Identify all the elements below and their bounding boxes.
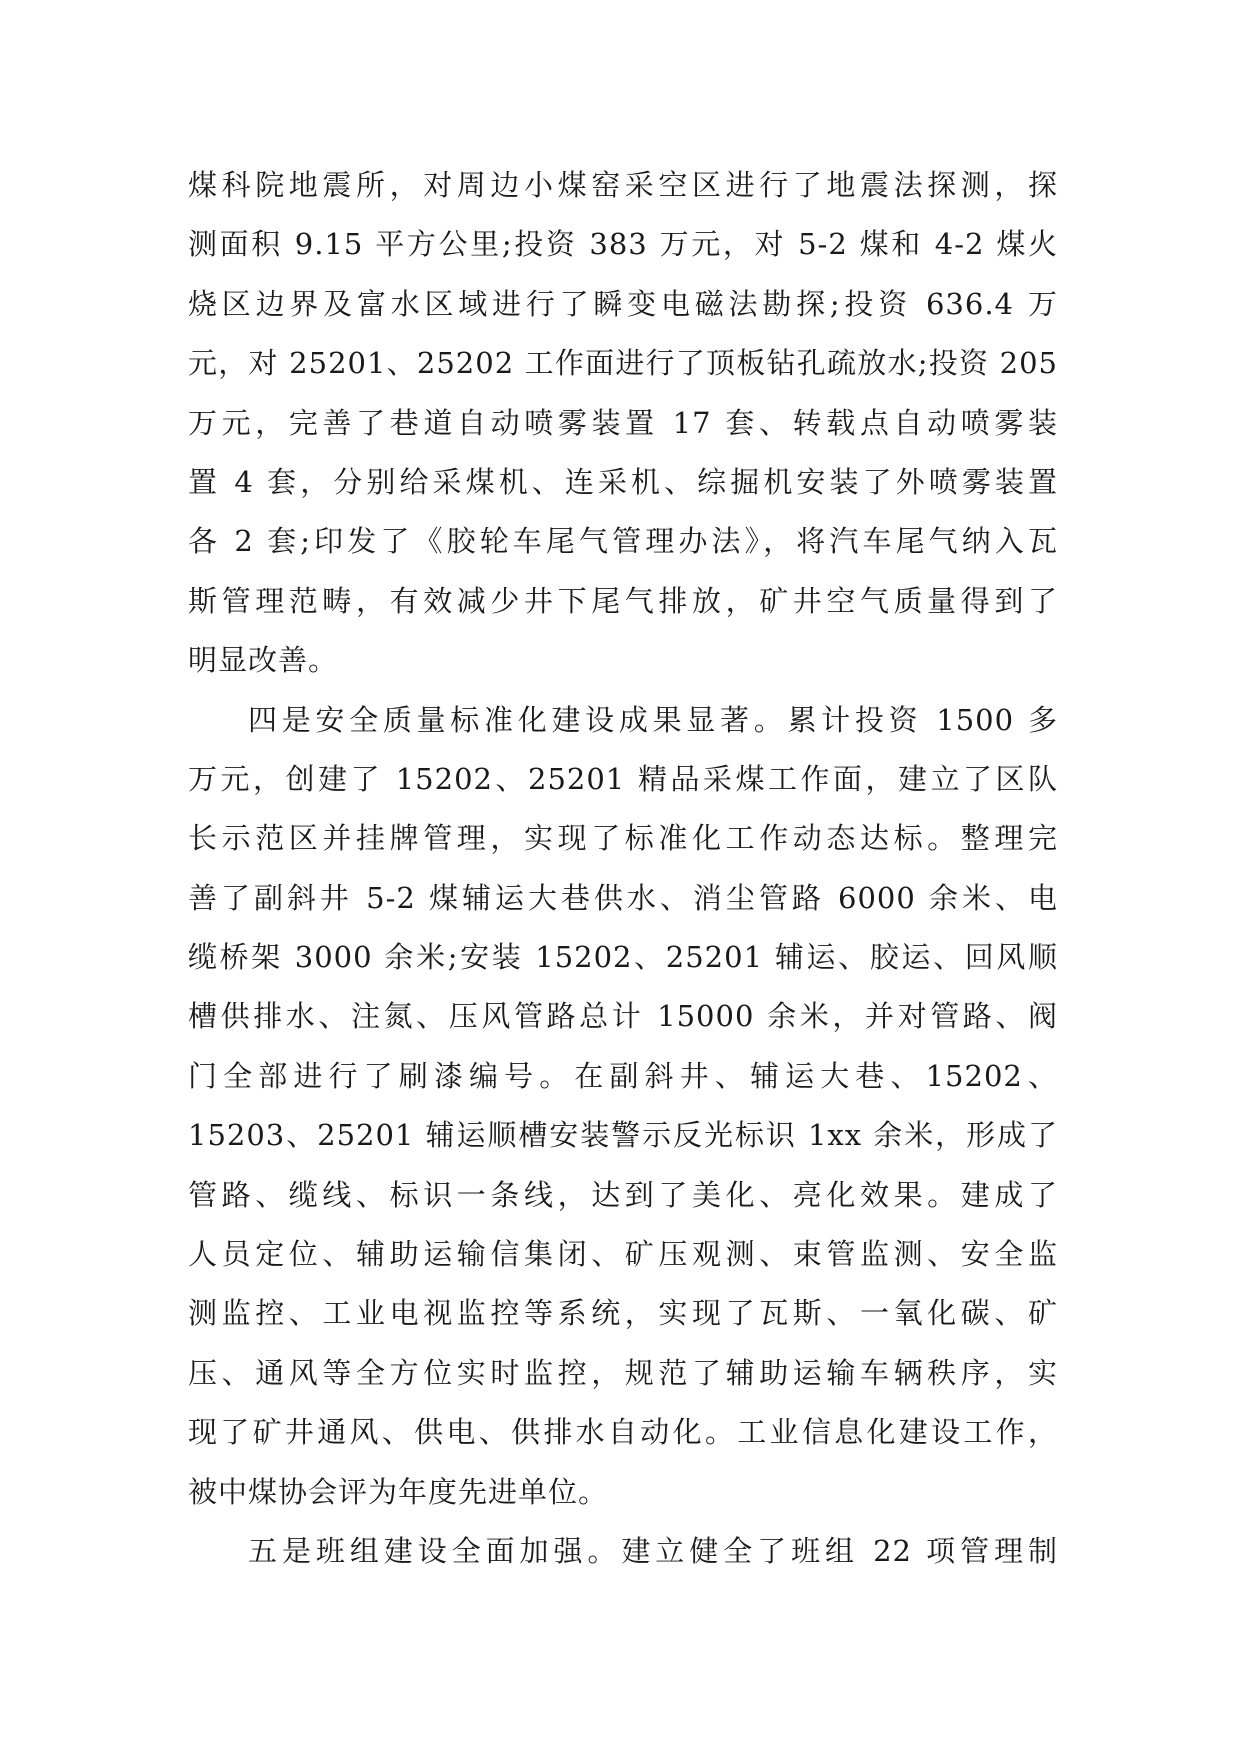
paragraph-1-line-7: 各 2 套;印发了《胶轮车尾气管理办法》，将汽车尾气纳入瓦 [188,524,1058,559]
paragraph-2-line-8: 15203、25201 辅运顺槽安装警示反光标识 1xx 余米，形成了 [188,1118,1058,1153]
paragraph-2-line-1: 四是安全质量标准化建设成果显著。累计投资 1500 多 [248,702,1058,737]
paragraph-2-line-4: 善了副斜井 5-2 煤辅运大巷供水、消尘管路 6000 余米、电 [188,880,1058,915]
paragraph-1-line-1: 煤科院地震所，对周边小煤窑采空区进行了地震法探测，探 [188,168,1058,202]
paragraph-2-line-7: 门全部进行了刷漆编号。在副斜井、辅运大巷、15202、 [188,1058,1058,1093]
paragraph-3-line-1: 五是班组建设全面加强。建立健全了班组 22 项管理制 [248,1533,1058,1568]
paragraph-2-line-5: 缆桥架 3000 余米;安装 15202、25201 辅运、胶运、回风顺 [188,940,1058,975]
paragraph-1-line-5: 万元，完善了巷道自动喷雾装置 17 套、转载点自动喷雾装 [188,405,1058,440]
paragraph-1-line-3: 烧区边界及富水区域进行了瞬变电磁法勘探;投资 636.4 万 [188,286,1058,321]
paragraph-2-line-12: 压、通风等全方位实时监控，规范了辅助运输车辆秩序，实 [188,1355,1058,1390]
paragraph-2-line-11: 测监控、工业电视监控等系统，实现了瓦斯、一氧化碳、矿 [188,1296,1058,1331]
paragraph-1-line-9: 明显改善。 [188,643,339,678]
paragraph-1-line-4: 元，对 25201、25202 工作面进行了顶板钻孔疏放水;投资 205 [188,346,1058,381]
paragraph-2-line-14: 被中煤协会评为年度先进单位。 [188,1474,609,1509]
paragraph-2-line-9: 管路、缆线、标识一条线，达到了美化、亮化效果。建成了 [188,1177,1058,1212]
paragraph-1-line-8: 斯管理范畴，有效减少井下尾气排放，矿井空气质量得到了 [188,583,1058,618]
paragraph-2-line-13: 现了矿井通风、供电、供排水自动化。工业信息化建设工作， [188,1415,1058,1450]
paragraph-2-line-10: 人员定位、辅助运输信集闭、矿压观测、束管监测、安全监 [188,1237,1058,1272]
paragraph-1-line-6: 置 4 套，分别给采煤机、连采机、综掘机安装了外喷雾装置 [188,464,1058,499]
paragraph-2-line-2: 万元，创建了 15202、25201 精品采煤工作面，建立了区队 [188,761,1058,796]
document-body [188,156,1058,1581]
paragraph-1-line-2: 测面积 9.15 平方公里;投资 383 万元，对 5-2 煤和 4-2 煤火 [188,227,1058,262]
paragraph-2-line-6: 槽供排水、注氮、压风管路总计 15000 余米，并对管路、阀 [188,999,1058,1034]
paragraph-2-line-3: 长示范区并挂牌管理，实现了标准化工作动态达标。整理完 [188,821,1058,856]
